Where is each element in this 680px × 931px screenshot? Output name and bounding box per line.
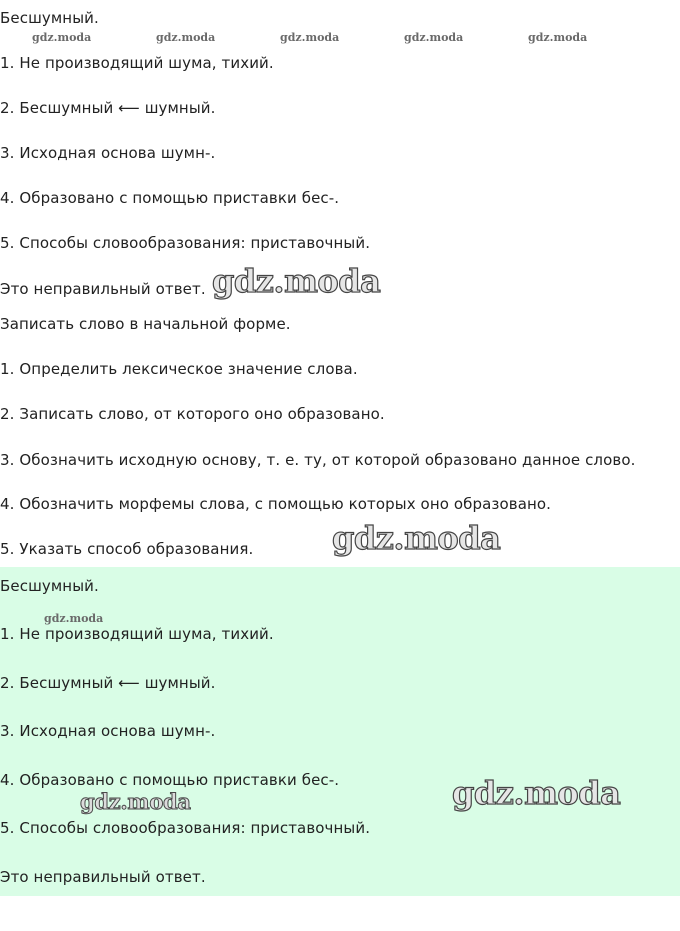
plan-step-5: 5. Указать способ образования.	[0, 540, 254, 558]
watermark: gdz.moda	[80, 789, 191, 814]
watermark: gdz.moda	[156, 31, 216, 44]
first-answer-title: Бесшумный.	[0, 9, 99, 27]
watermark: gdz.moda	[332, 519, 501, 557]
watermark: gdz.moda	[404, 31, 464, 44]
second-answer-line-1: 1. Не производящий шума, тихий.	[0, 625, 274, 643]
plan-step-3: 3. Обозначить исходную основу, т. е. ту, от которой образовано данное слово.	[0, 451, 636, 469]
second-answer-line-2: 2. Бесшумный ⟵ шумный.	[0, 674, 216, 692]
plan-step-1: 1. Определить лексическое значение слова.	[0, 360, 358, 378]
plan-intro: Записать слово в начальной форме.	[0, 315, 291, 333]
watermark: gdz.moda	[528, 31, 588, 44]
watermark: gdz.moda	[280, 31, 340, 44]
second-answer-title: Бесшумный.	[0, 577, 99, 595]
first-answer-line-5: 5. Способы словообразования: приставочный.	[0, 234, 371, 252]
second-answer-line-4: 4. Образовано с помощью приставки бес-.	[0, 771, 340, 789]
watermark: gdz.moda	[44, 612, 104, 625]
first-answer-verdict: Это неправильный ответ.	[0, 280, 206, 298]
watermark: gdz.moda	[452, 774, 621, 812]
plan-step-2: 2. Записать слово, от которого оно образовано.	[0, 405, 385, 423]
first-answer-line-3: 3. Исходная основа шумн-.	[0, 144, 216, 162]
first-answer-line-2: 2. Бесшумный ⟵ шумный.	[0, 99, 216, 117]
watermark: gdz.moda	[212, 262, 381, 300]
first-answer-line-1: 1. Не производящий шума, тихий.	[0, 54, 274, 72]
second-answer-line-3: 3. Исходная основа шумн-.	[0, 722, 216, 740]
first-answer-line-4: 4. Образовано с помощью приставки бес-.	[0, 189, 340, 207]
second-answer-verdict: Это неправильный ответ.	[0, 868, 206, 886]
plan-step-4: 4. Обозначить морфемы слова, с помощью которых оно образовано.	[0, 495, 552, 513]
watermark: gdz.moda	[32, 31, 92, 44]
second-answer-line-5: 5. Способы словообразования: приставочный.	[0, 819, 371, 837]
